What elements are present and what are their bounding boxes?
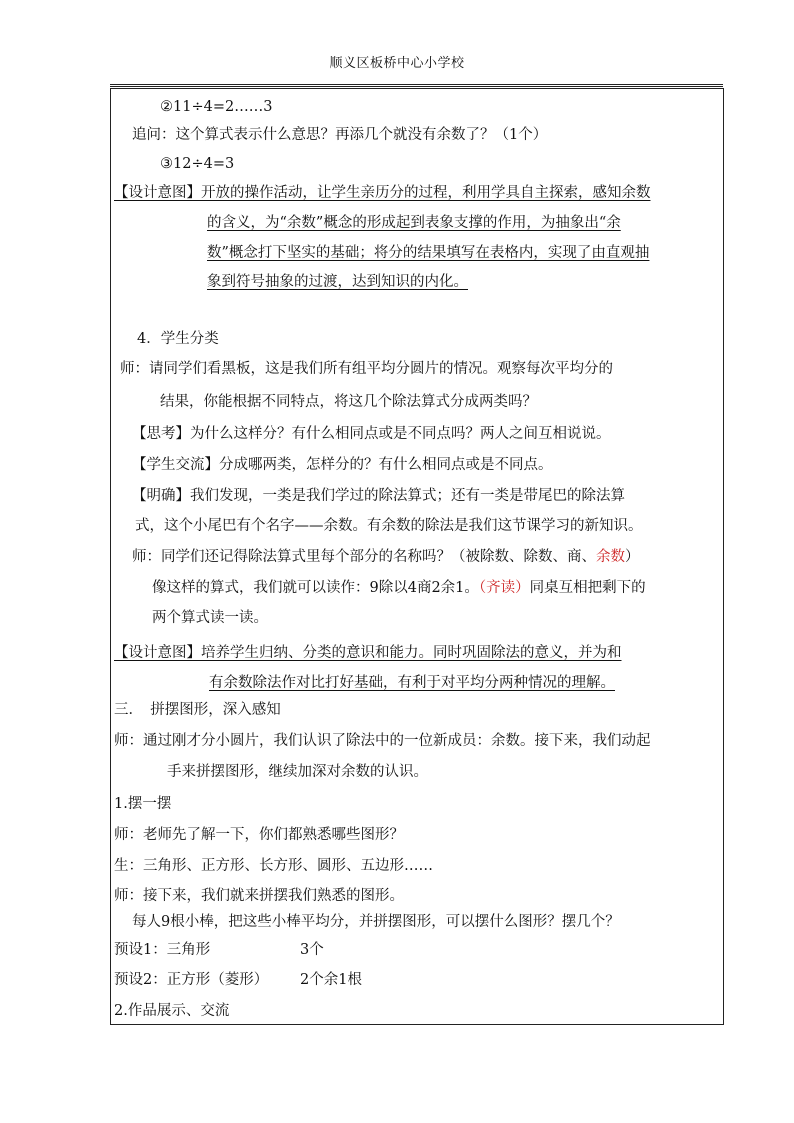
teacher-ask-shapes: 师：老师先了解一下，你们都熟悉哪些图形？ xyxy=(114,827,404,843)
clarify-line-2: 式，这个小尾巴有个名字——余数。有余数的除法是我们这节课学习的新知识。 xyxy=(135,518,643,534)
reading-line-2: 两个算式读一读。 xyxy=(152,610,268,626)
design-intent-1-line-2: 的含义，为“余数”概念的形成起到表象支撑的作用，为抽象出“余 xyxy=(207,215,621,231)
teacher-build-shapes: 师：接下来，我们就来拼摆我们熟悉的图形。 xyxy=(114,888,404,904)
preset-2-result: 2个余1根 xyxy=(300,972,362,988)
section-three-teacher-2: 手来拼摆图形，继续加深对余数的认识。 xyxy=(167,764,428,780)
preset-1-result: 3个 xyxy=(300,942,324,958)
design-intent-2-line-1: 【设计意图】培养学生归纳、分类的意识和能力。同时巩固除法的意义，并为和 xyxy=(114,645,622,661)
page-header-title: 顺义区板桥中心小学校 xyxy=(329,56,465,71)
section-student-classify: 4．学生分类 xyxy=(137,331,219,347)
read-together-red: （齐读） xyxy=(478,580,530,596)
step-one-title: 1.摆一摆 xyxy=(114,796,172,812)
reading-text: 像这样的算式，我们就可以读作：9除以4商2余1。 xyxy=(152,580,479,596)
student-answer-shapes: 生：三角形、正方形、长方形、圆形、五边形…… xyxy=(114,858,433,874)
section-three-teacher-1: 师：通过刚才分小圆片，我们认识了除法中的一位新成员：余数。接下来，我们动起 xyxy=(114,733,651,749)
remainder-term-red: 余数 xyxy=(596,549,625,565)
follow-up-question: 追问：这个算式表示什么意思？再添几个就没有余数了？（1个） xyxy=(132,127,548,143)
teacher-question-line xyxy=(132,547,640,567)
task-instruction: 每人9根小棒，把这些小棒平均分，并拼摆图形，可以摆什么图形？摆几个？ xyxy=(132,914,620,930)
clarify-line-1: 【明确】我们发现，一类是我们学过的除法算式；还有一类是带尾巴的除法算 xyxy=(132,488,625,504)
header-rule-top xyxy=(110,84,723,85)
teacher-question-text: 师：同学们还记得除法算式里每个部分的名称吗？（被除数、除数、商、 xyxy=(132,549,596,565)
design-intent-1-line-4: 象到符号抽象的过渡，达到知识的内化。 xyxy=(207,274,468,290)
equation-3: ③12÷4=3 xyxy=(160,156,235,172)
section-three-title: 三． 拼摆图形，深入感知 xyxy=(114,702,281,718)
closing-paren: ） xyxy=(625,549,640,565)
think-line: 【思考】为什么这样分？有什么相同点或是不同点吗？两人之间互相说说。 xyxy=(132,426,611,442)
design-intent-1-line-3: 数”概念打下坚实的基础；将分的结果填写在表格内，实现了由直观抽 xyxy=(207,245,650,261)
step-two-title: 2.作品展示、交流 xyxy=(114,1003,230,1019)
design-intent-2-line-2: 有余数除法作对比打好基础，有利于对平均分两种情况的理解。 xyxy=(209,675,615,691)
equation-2: ②11÷4=2……3 xyxy=(160,99,273,115)
student-exchange-line: 【学生交流】分成哪两类，怎样分的？有什么相同点或是不同点。 xyxy=(132,457,553,473)
preset-1-label: 预设1：三角形 xyxy=(114,942,211,958)
preset-2-label: 预设2：正方形（菱形） xyxy=(114,972,269,988)
header-rule-bottom xyxy=(110,86,723,87)
reading-line xyxy=(152,578,646,598)
design-intent-1-line-1: 【设计意图】开放的操作活动，让学生亲历分的过程，利用学具自主探索，感知余数 xyxy=(114,185,651,201)
teacher-line-2: 结果，你能根据不同特点，将这几个除法算式分成两类吗？ xyxy=(160,394,537,410)
teacher-line-1: 师：请同学们看黑板，这是我们所有组平均分圆片的情况。观察每次平均分的 xyxy=(120,361,613,377)
reading-rest: 同桌互相把剩下的 xyxy=(529,580,646,596)
